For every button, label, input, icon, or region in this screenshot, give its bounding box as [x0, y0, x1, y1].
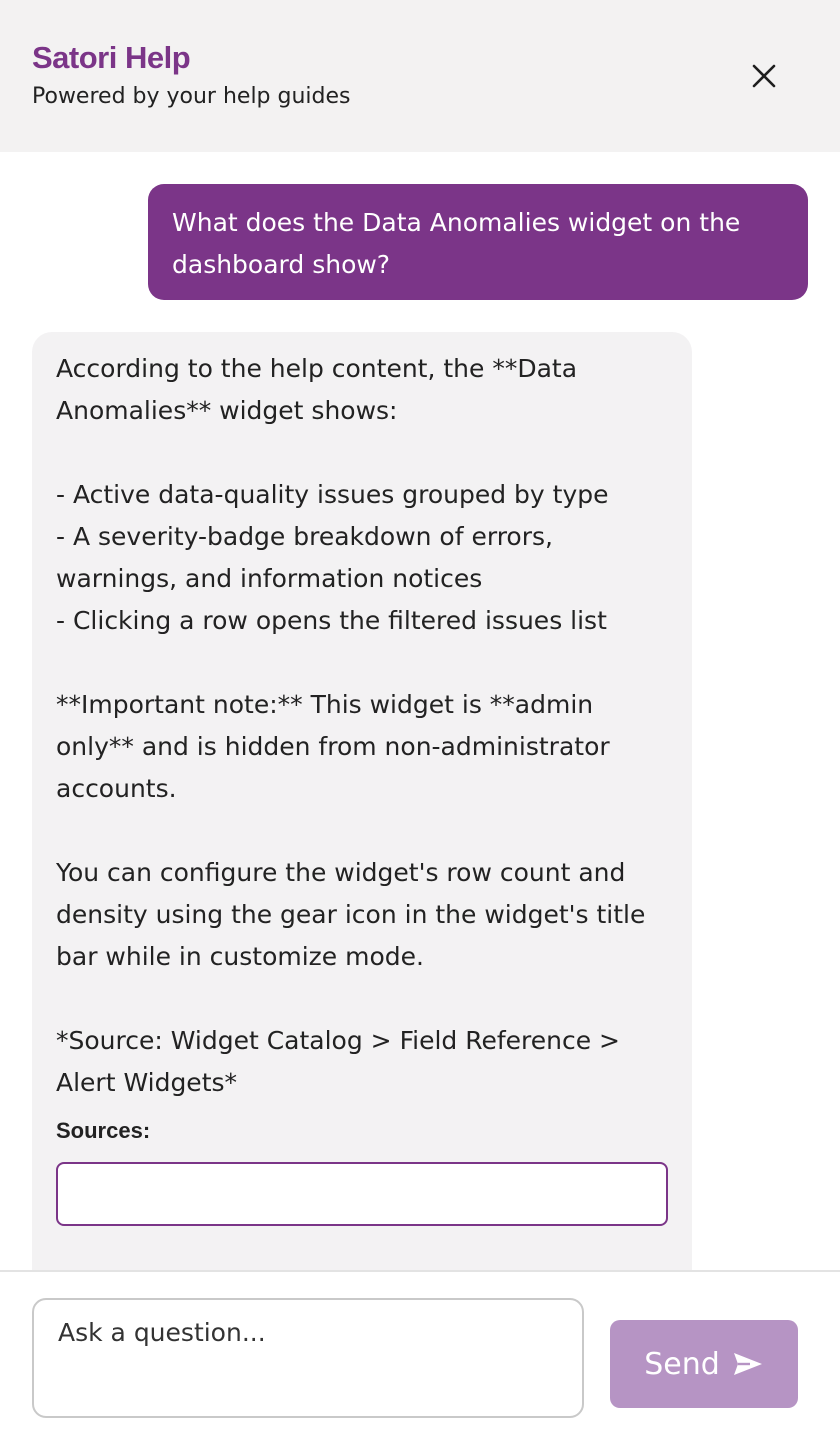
send-button[interactable]: [610, 1320, 798, 1408]
assistant-message-text: According to the help content, the **Data Anomalies** widget shows: - Active data-quality issues grouped by type - A severity-badge breakdown of errors, warnings, and information notices - Clicking a row opens the filtered issues list **Important note:** This widget is **admin only** and is hidden from non-administrator accounts. You can configure the widget's row count and density using the gear icon in the widget's title bar while in customize mode. *Source: Widget Catalog > Field Reference > Alert Widgets*: [56, 354, 646, 1097]
chat-subtitle: Powered by your help guides: [32, 84, 351, 109]
message-list[interactable]: [0, 152, 840, 1270]
close-icon: [751, 63, 777, 89]
assistant-message: [32, 332, 692, 1270]
composer: [0, 1270, 840, 1440]
send-button-label: Send: [644, 1346, 720, 1382]
chat-title: Satori Help: [32, 40, 191, 75]
user-message: What does the Data Anomalies widget on the dashboard show?: [148, 184, 808, 300]
chat-header: [0, 0, 840, 152]
sources-label: Sources:: [56, 1118, 151, 1143]
send-icon: [732, 1351, 764, 1377]
close-button[interactable]: [740, 52, 788, 100]
question-input[interactable]: [32, 1298, 584, 1418]
source-link-card[interactable]: [56, 1162, 668, 1226]
